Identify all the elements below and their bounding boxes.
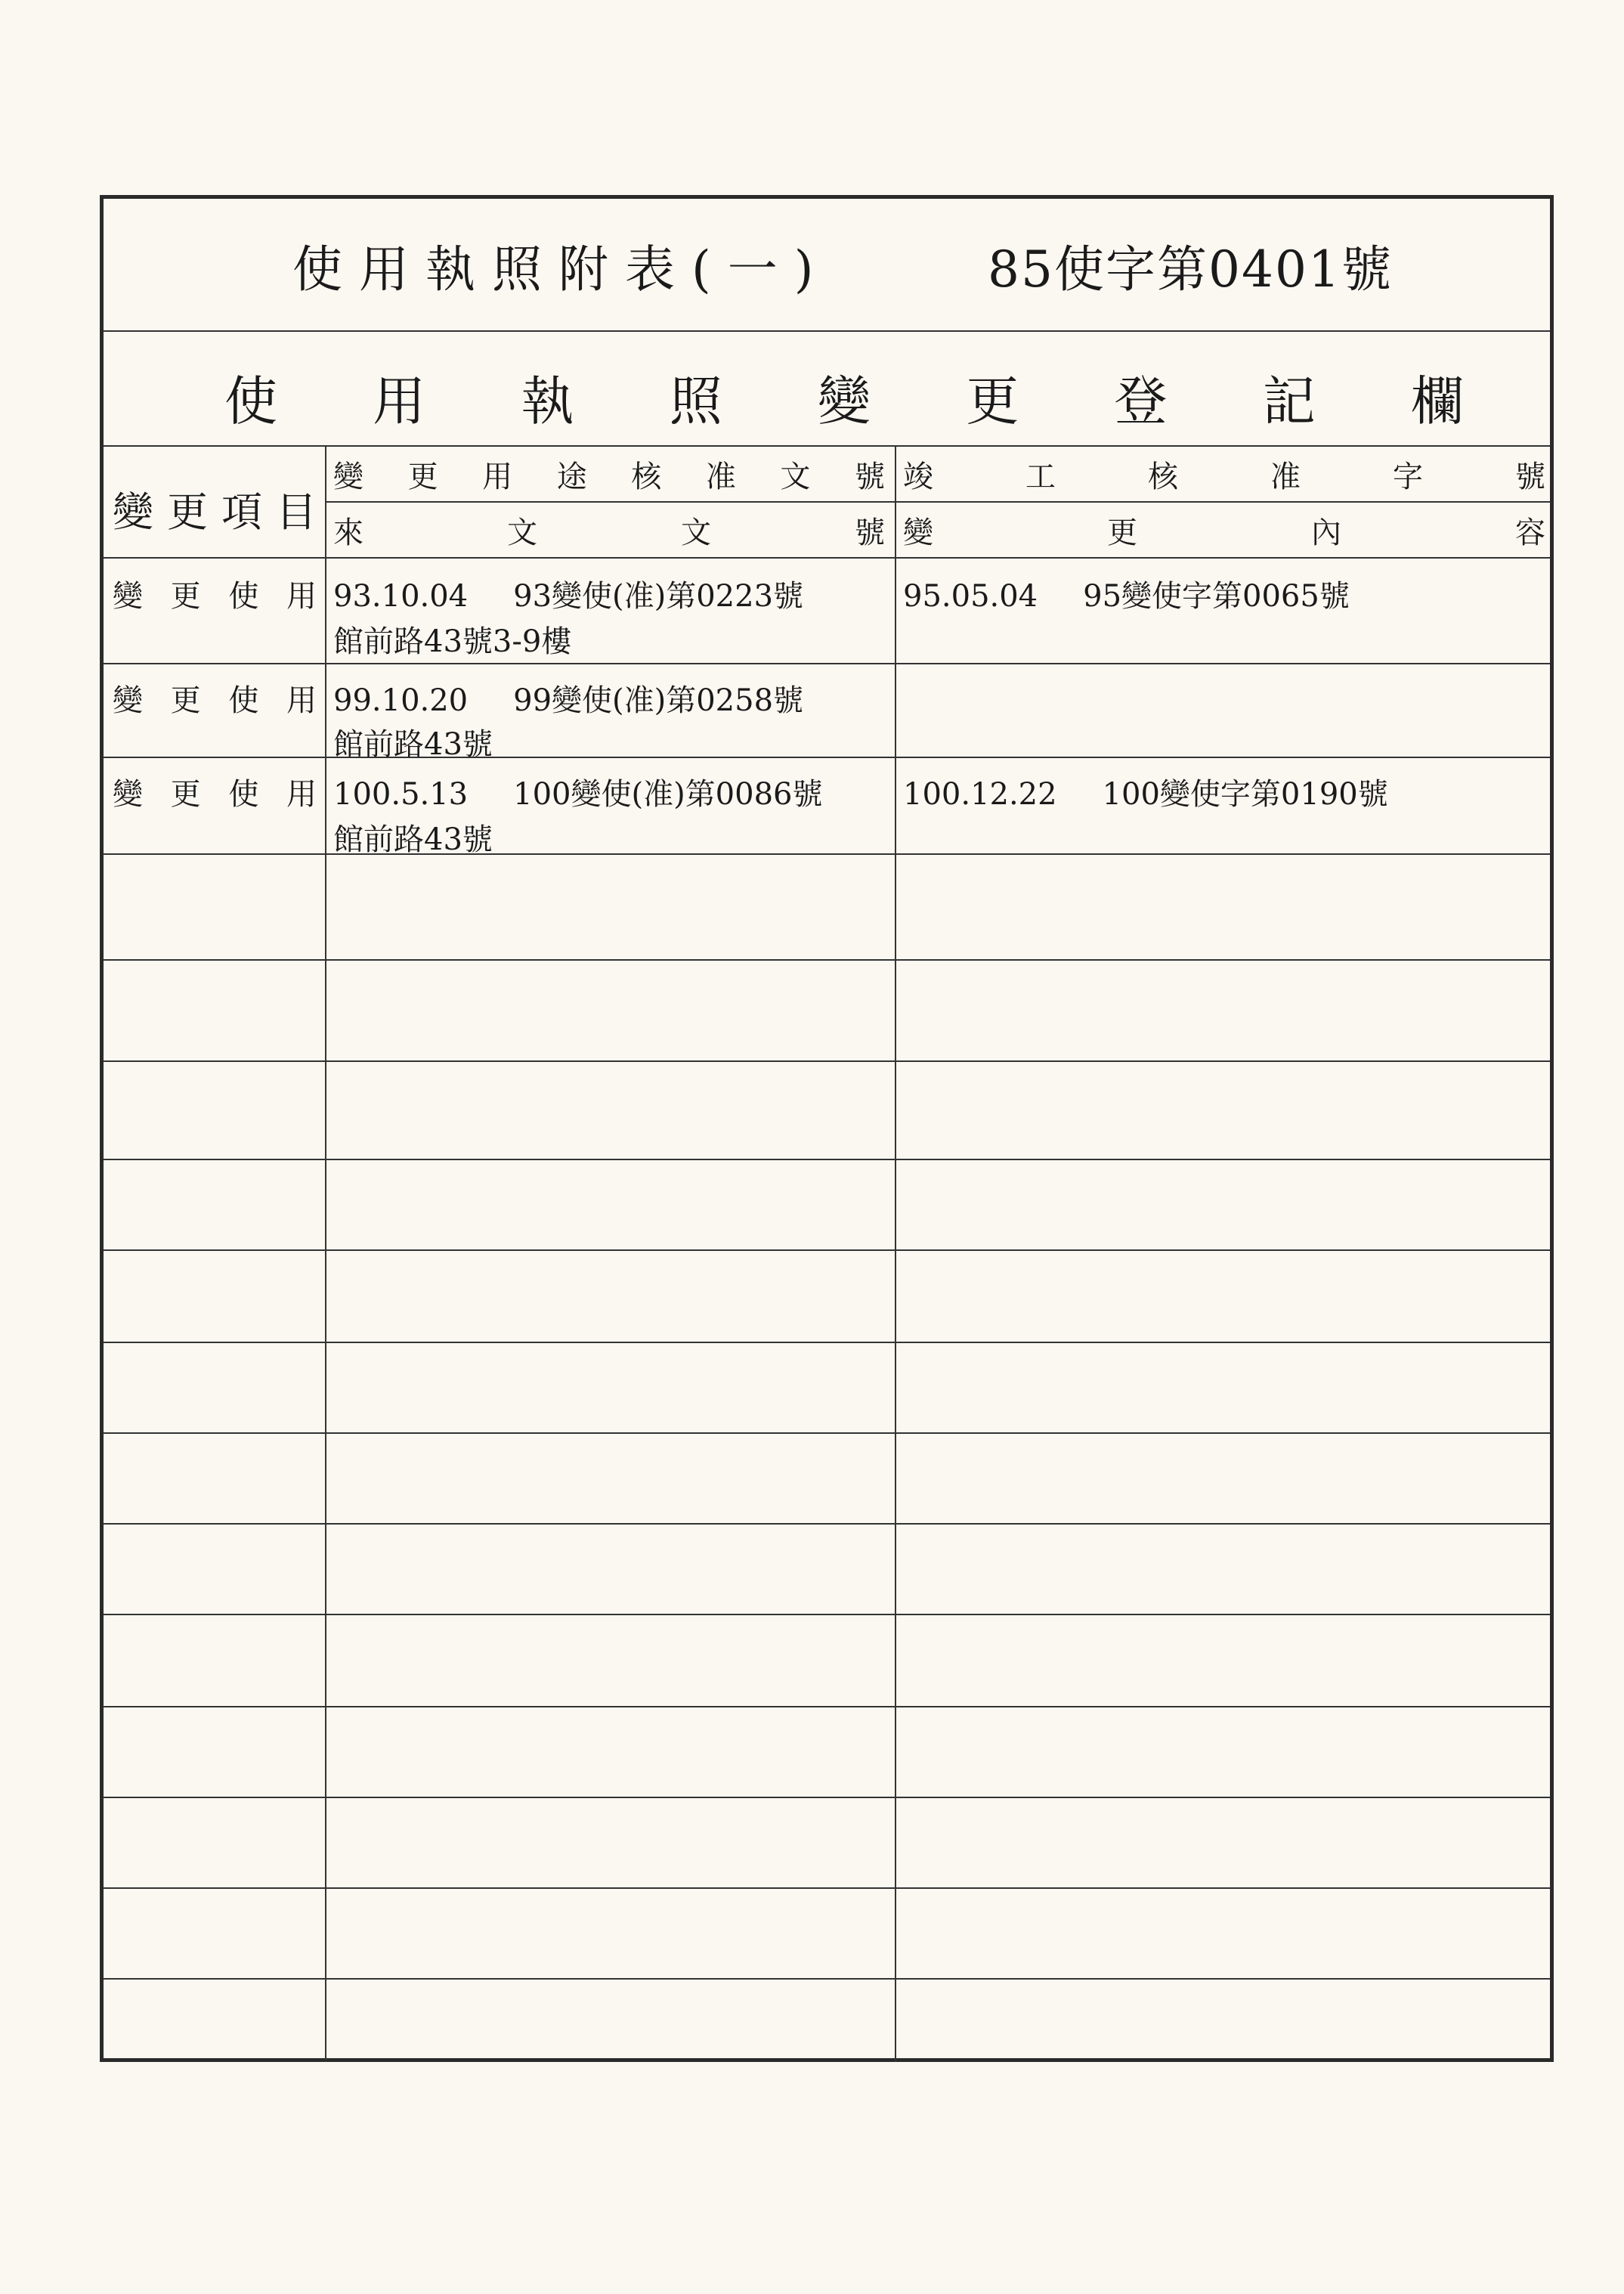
license-number: 85使字第0401號	[988, 240, 1393, 299]
header-mid-divider	[325, 501, 1550, 503]
row-divider-3	[104, 853, 1550, 855]
row-divider-10	[104, 1523, 1550, 1525]
row-divider-14	[104, 1887, 1550, 1889]
form-title: 使用執照附表(一)	[292, 240, 831, 299]
row-3-address: 館前路43號	[333, 822, 493, 857]
row-3-approval-no: 100變使(准)第0086號	[513, 777, 823, 812]
row-divider-7	[104, 1249, 1550, 1251]
row-2-address: 館前路43號	[333, 727, 493, 762]
title-row	[104, 199, 1550, 332]
row-1-approval	[333, 572, 803, 615]
row-3-date: 100.5.13	[333, 777, 469, 812]
row-divider-8	[104, 1342, 1550, 1343]
row-1-date: 93.10.04	[333, 579, 469, 614]
column-divider-2	[895, 445, 896, 2062]
row-2-date: 99.10.20	[333, 683, 469, 718]
row-1-completion	[903, 572, 1350, 615]
row-3-completion-date: 100.12.22	[903, 777, 1057, 812]
row-1-address: 館前路43號3-9樓	[333, 624, 572, 659]
row-3-completion-no: 100變使字第0190號	[1102, 777, 1388, 812]
row-divider-13	[104, 1797, 1550, 1798]
row-3-item: 變更使用	[113, 777, 317, 812]
row-divider-9	[104, 1432, 1550, 1434]
row-divider-4	[104, 959, 1550, 961]
row-divider-1	[104, 663, 1550, 664]
header-bottom-divider	[104, 557, 1550, 559]
header-completion-approval-no: 竣工核准字號	[903, 460, 1545, 494]
row-1-approval-no: 93變使(准)第0223號	[513, 579, 804, 614]
row-divider-2	[104, 757, 1550, 758]
row-divider-5	[104, 1060, 1550, 1062]
column-divider-1	[325, 445, 326, 2062]
header-source-doc-no: 來文文號	[333, 515, 885, 550]
header-usage-approval-no: 變更用途核准文號	[333, 460, 885, 494]
row-1-completion-no: 95變使字第0065號	[1083, 579, 1350, 614]
header-change-item: 變更項目	[113, 488, 317, 536]
row-divider-11	[104, 1614, 1550, 1615]
header-change-content: 變更內容	[903, 515, 1545, 550]
row-1-item: 變更使用	[113, 579, 317, 614]
row-divider-6	[104, 1159, 1550, 1160]
row-divider-12	[104, 1706, 1550, 1707]
row-2-approval-no: 99變使(准)第0258號	[513, 683, 804, 718]
subtitle-row	[104, 330, 1550, 447]
row-3-completion	[903, 770, 1388, 813]
row-divider-15	[104, 1978, 1550, 1980]
license-change-form	[100, 195, 1554, 2062]
row-3-approval	[333, 770, 822, 813]
row-1-completion-date: 95.05.04	[903, 579, 1038, 614]
row-2-item: 變更使用	[113, 683, 317, 718]
row-2-approval	[333, 676, 803, 720]
form-subtitle: 使用執照變更登記欄	[224, 370, 1464, 432]
